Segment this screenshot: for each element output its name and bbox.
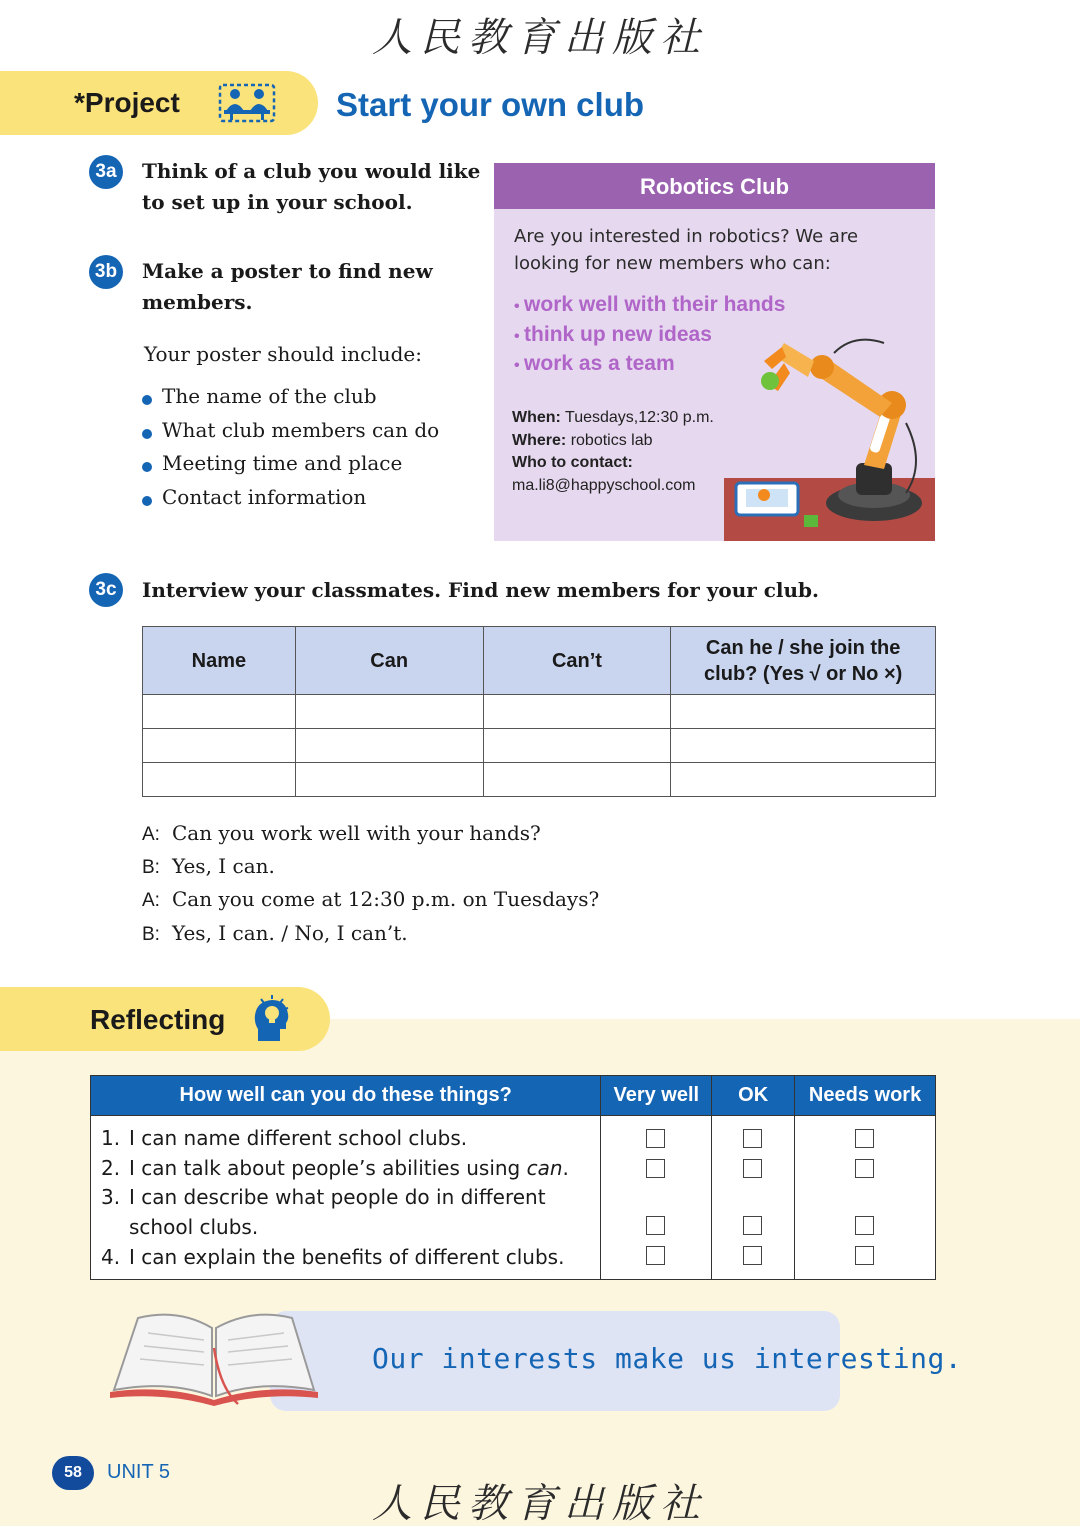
list-item-continuation: school clubs. [129, 1215, 259, 1240]
when-label: When: [512, 409, 561, 426]
table-cell[interactable] [671, 729, 936, 763]
reflecting-banner [0, 987, 330, 1051]
checkbox-ok-3[interactable] [743, 1216, 762, 1235]
table-cell[interactable] [143, 729, 296, 763]
list-item: Contact information [142, 485, 439, 519]
column-header-can: Can [295, 627, 483, 695]
page-number: 58 [52, 1456, 94, 1490]
motto-text: Our interests make us interesting. [372, 1342, 963, 1375]
dialogue-line [142, 854, 599, 887]
column-header-name: Name [143, 627, 296, 695]
table-header-row [91, 1076, 936, 1116]
poster-intro [514, 223, 924, 277]
checkbox-very-well-4[interactable] [646, 1246, 665, 1265]
list-item: • think up new ideas [514, 323, 785, 353]
publisher-logo-top: 人民教育出版社 [372, 15, 708, 61]
checkbox-very-well-1[interactable] [646, 1129, 665, 1148]
poster-requirements-list [142, 384, 439, 518]
list-item: 4. I can explain the benefits of different clubs. [101, 1244, 565, 1269]
contact-email: ma.li8@happyschool.com [512, 476, 696, 494]
table-cell[interactable] [143, 763, 296, 797]
checkbox-needs-work-2[interactable] [855, 1159, 874, 1178]
step-3a-badge: 3a [89, 155, 123, 189]
project-label: *Project [74, 87, 180, 118]
interview-table [142, 626, 936, 797]
where-label: Where: [512, 431, 567, 449]
step-3a-line2: to set up in your school. [142, 190, 413, 214]
list-item: The name of the club [142, 384, 439, 418]
dialogue-text: Can you come at 12:30 p.m. on Tuesdays? [172, 887, 600, 912]
head-lightbulb-icon [252, 995, 292, 1048]
checkbox-ok-1[interactable] [743, 1129, 762, 1148]
where-value: robotics lab [570, 431, 653, 449]
table-cell[interactable] [671, 695, 936, 729]
list-item: 2. I can talk about people’s abilities using can. [101, 1155, 569, 1180]
step-3a-line1: Think of a club you would like [142, 159, 481, 183]
step-3b-line2: members. [142, 290, 253, 314]
speaker-label: A: [142, 890, 160, 912]
dialogue-line [142, 821, 599, 854]
when-value: Tuesdays,12:30 p.m. [565, 409, 714, 426]
skills-list [91, 1116, 601, 1280]
needs-work-column [795, 1116, 936, 1280]
list-item: • work as a team [514, 352, 785, 382]
speaker-label: B: [142, 857, 160, 879]
checkbox-needs-work-4[interactable] [855, 1246, 874, 1265]
column-header-needs-work: Needs work [795, 1076, 936, 1116]
checkbox-needs-work-1[interactable] [855, 1129, 874, 1148]
step-3c-badge: 3c [89, 573, 123, 607]
open-book-icon [108, 1308, 320, 1408]
poster-include-intro: Your poster should include: [144, 342, 422, 366]
self-assessment-table [90, 1075, 936, 1280]
project-title: Start your own club [336, 86, 645, 123]
checkbox-ok-2[interactable] [743, 1159, 762, 1178]
very-well-column [601, 1116, 712, 1280]
step-3a-instruction [142, 156, 480, 218]
list-item: 1. I can name different school clubs. [101, 1126, 468, 1150]
list-item: 3. I can describe what people do in different [101, 1185, 546, 1210]
step-3b-instruction [142, 256, 433, 318]
ok-column [712, 1116, 795, 1280]
table-cell[interactable] [295, 695, 483, 729]
column-header-ok: OK [712, 1076, 795, 1116]
dialogue-text: Can you work well with your hands? [172, 821, 541, 845]
table-header-row [143, 627, 936, 695]
column-header-cant: Can’t [483, 627, 671, 695]
table-cell[interactable] [671, 763, 936, 797]
project-banner [0, 71, 318, 135]
poster-title: Robotics Club [494, 163, 935, 209]
column-header-join [671, 627, 936, 695]
column-header-question: How well can you do these things? [91, 1076, 601, 1116]
table-cell[interactable] [143, 695, 296, 729]
table-row [143, 729, 936, 763]
reflecting-label: Reflecting [90, 1004, 226, 1035]
step-3b-line1: Make a poster to find new [142, 259, 433, 283]
list-item: • work well with their hands [514, 293, 785, 323]
column-header-join-line1: Can he / she join the [705, 636, 901, 659]
table-cell[interactable] [295, 763, 483, 797]
unit-label: UNIT 5 [107, 1461, 170, 1483]
dialogue-text: Yes, I can. [172, 854, 275, 879]
checkbox-needs-work-3[interactable] [855, 1216, 874, 1235]
robotics-club-poster [494, 163, 935, 541]
poster-intro-line1: Are you interested in robotics? We are [514, 226, 859, 247]
table-cell[interactable] [483, 763, 671, 797]
example-dialogue [142, 821, 599, 954]
group-people-icon [218, 83, 276, 128]
poster-details [512, 407, 714, 497]
poster-intro-line2: looking for new members who can: [514, 253, 831, 274]
checkbox-ok-4[interactable] [743, 1246, 762, 1265]
step-3b-badge: 3b [89, 255, 123, 289]
table-row [91, 1116, 936, 1280]
robot-arm-illustration [724, 323, 935, 541]
table-row [143, 763, 936, 797]
checkbox-very-well-2[interactable] [646, 1159, 665, 1178]
speaker-label: A: [142, 824, 160, 845]
checkbox-very-well-3[interactable] [646, 1216, 665, 1235]
table-cell[interactable] [483, 729, 671, 763]
publisher-logo-bottom: 人民教育出版社 [372, 1481, 708, 1526]
table-cell[interactable] [295, 729, 483, 763]
step-3c-instruction: Interview your classmates. Find new members for your club. [142, 578, 820, 602]
contact-label: Who to contact: [512, 454, 633, 471]
table-cell[interactable] [483, 695, 671, 729]
dialogue-line [142, 887, 599, 920]
dialogue-text: Yes, I can. / No, I can’t. [172, 920, 408, 945]
list-item: Meeting time and place [142, 451, 439, 485]
dialogue-line [142, 921, 599, 954]
column-header-join-line2: club? (Yes √ or No ×) [704, 662, 903, 685]
table-row [143, 695, 936, 729]
list-item: What club members can do [142, 418, 439, 452]
column-header-very-well: Very well [601, 1076, 712, 1116]
speaker-label: B: [142, 923, 160, 945]
